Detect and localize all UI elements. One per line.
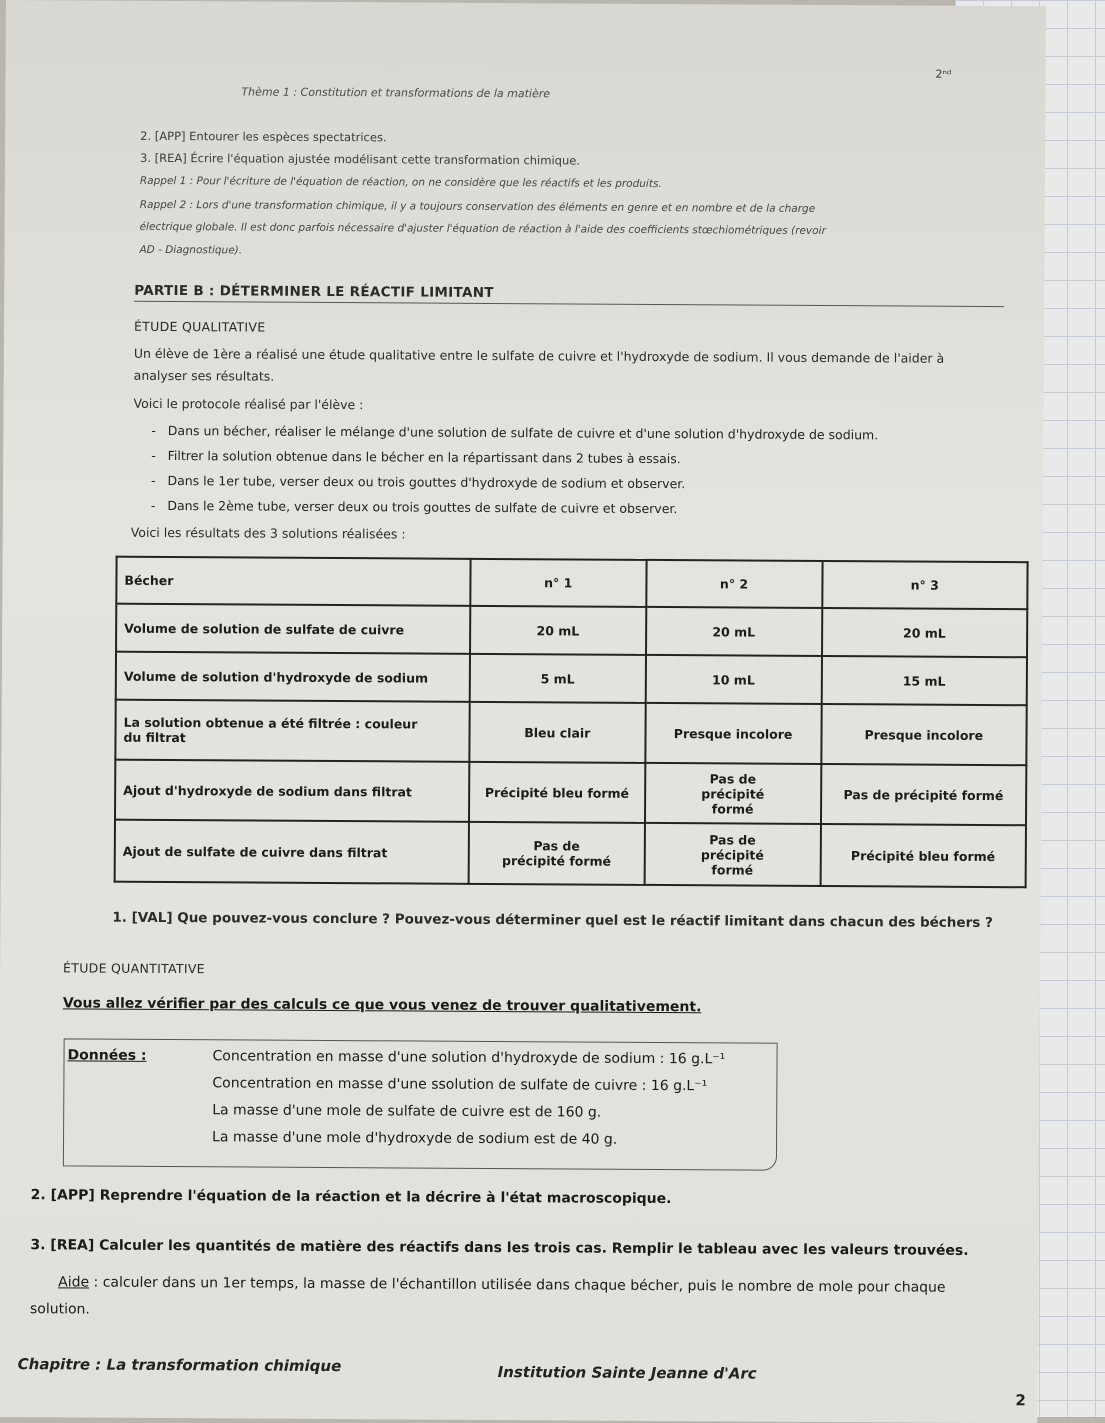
donnee-naoh-concentration: Concentration en masse d'une solution d'hydroxyde de sodium : 16 g.L⁻¹ bbox=[212, 1048, 726, 1068]
corner-mark: 2ⁿᵈ bbox=[935, 67, 952, 81]
table-cell: 5 mL bbox=[470, 654, 646, 703]
protocol-step-2: - Filtrer la solution obtenue dans le bécher en la répartissant dans 2 tubes à essais. bbox=[151, 447, 681, 467]
row-label: Ajout d'hydroxyde de sodium dans filtrat bbox=[115, 760, 469, 822]
table-row bbox=[115, 760, 1026, 826]
rappel-2-line-2: électrique globale. Il est donc parfois nécessaire d'ajuster l'équation de réaction à l'aide des coefficients stœchiométriques (revoir bbox=[139, 220, 826, 238]
rappel-2-line-3: AD - Diagnostique). bbox=[139, 243, 243, 257]
table-cell: Pas de précipité formé bbox=[821, 764, 1027, 825]
row-label: La solution obtenue a été filtrée : couleur du filtrat bbox=[115, 700, 469, 762]
question-1-val: 1. [VAL] Que pouvez-vous conclure ? Pouvez-vous déterminer quel est le réactif limitant dans chacun des béchers ? bbox=[112, 909, 993, 932]
table-row bbox=[115, 700, 1026, 766]
part-b-title: PARTIE B : DÉTERMINER LE RÉACTIF LIMITANT bbox=[134, 282, 494, 301]
row-label: Volume de solution de sulfate de cuivre bbox=[116, 604, 470, 654]
table-cell: Précipité bleu formé bbox=[469, 762, 645, 823]
intro-line-1: Un élève de 1ère a réalisé une étude qualitative entre le sulfate de cuivre et l'hydroxyde de sodium. Il vous demande de l'aider à bbox=[133, 345, 945, 366]
part-a-question-3: 3. [REA] Écrire l'équation ajustée modélisant cette transformation chimique. bbox=[139, 150, 581, 168]
table-cell: Pas de précipité formé bbox=[469, 822, 645, 885]
aide-line-1: Aide : calculer dans un 1er temps, la masse de l'échantillon utilisée dans chaque bécher, puis le nombre de mole pour chaque bbox=[58, 1274, 946, 1296]
aide-label: Aide bbox=[58, 1274, 90, 1291]
protocol-step-1: - Dans un bécher, réaliser le mélange d'une solution de sulfate de cuivre et d'une solution d'hydroxyde de sodium. bbox=[151, 422, 879, 443]
table-cell: Précipité bleu formé bbox=[820, 824, 1026, 887]
rappel-1: Rappel 1 : Pour l'écriture de l'équation de réaction, on ne considère que les réactifs et les produits. bbox=[139, 174, 662, 191]
table-cell: Presque incolore bbox=[645, 703, 821, 764]
table-cell: 20 mL bbox=[822, 608, 1028, 657]
table-cell: 10 mL bbox=[645, 655, 821, 704]
donnees-label: Données : bbox=[67, 1047, 147, 1064]
protocol-intro: Voici le protocole réalisé par l'élève : bbox=[133, 395, 364, 413]
footer-institution: Institution Sainte Jeanne d'Arc bbox=[497, 1363, 757, 1383]
table-cell: Pas de précipité formé bbox=[645, 763, 821, 824]
quantitative-title: ÉTUDE QUANTITATIVE bbox=[63, 960, 205, 977]
header-cell: n° 1 bbox=[470, 559, 646, 607]
question-3-rea: 3. [REA] Calculer les quantités de matière des réactifs dans les trois cas. Remplir le tableau avec les valeurs trouvées. bbox=[30, 1237, 969, 1259]
header-cell: Bécher bbox=[116, 557, 470, 606]
donnee-naoh-molar-mass: La masse d'une mole d'hydroxyde de sodium est de 40 g. bbox=[212, 1129, 618, 1148]
quantitative-intro: Vous allez vérifier par des calculs ce que vous venez de trouver qualitativement. bbox=[62, 995, 702, 1016]
footer-chapter: Chapitre : La transformation chimique bbox=[17, 1355, 342, 1376]
table-row bbox=[116, 652, 1027, 706]
table-row bbox=[116, 604, 1027, 658]
row-label: Ajout de sulfate de cuivre dans filtrat bbox=[115, 820, 469, 884]
qualitative-title: ÉTUDE QUALITATIVE bbox=[133, 318, 266, 335]
table-cell: Bleu clair bbox=[469, 702, 645, 763]
table-cell: 20 mL bbox=[646, 607, 822, 656]
results-table bbox=[114, 556, 1029, 889]
section-divider bbox=[134, 301, 1004, 307]
donnee-cuso4-molar-mass: La masse d'une mole de sulfate de cuivre est de 160 g. bbox=[212, 1102, 602, 1121]
part-a-question-2: 2. [APP] Entourer les espèces spectatrices. bbox=[140, 128, 387, 145]
results-intro: Voici les résultats des 3 solutions réalisées : bbox=[130, 524, 406, 542]
table-cell: 15 mL bbox=[821, 656, 1027, 705]
header-cell: n° 3 bbox=[822, 561, 1028, 609]
table-cell: 20 mL bbox=[470, 606, 646, 655]
table-cell: Pas de précipité formé bbox=[644, 823, 820, 886]
protocol-step-3: - Dans le 1er tube, verser deux ou trois gouttes d'hydroxyde de sodium et observer. bbox=[151, 472, 686, 492]
page-number: 2 bbox=[1015, 1391, 1026, 1410]
protocol-step-4: - Dans le 2ème tube, verser deux ou trois gouttes de sulfate de cuivre et observer. bbox=[150, 497, 678, 517]
donnee-cuso4-concentration: Concentration en masse d'une ssolution de sulfate de cuivre : 16 g.L⁻¹ bbox=[212, 1075, 708, 1095]
theme-header: Thème 1 : Constitution et transformations de la matière bbox=[241, 85, 551, 101]
aide-line-2: solution. bbox=[29, 1301, 90, 1318]
intro-line-2: analyser ses résultats. bbox=[133, 367, 275, 384]
row-label: Volume de solution d'hydroxyde de sodium bbox=[116, 652, 470, 702]
rappel-2-line-1: Rappel 2 : Lors d'une transformation chimique, il y a toujours conservation des éléments en genre et en nombre et de la charge bbox=[139, 198, 816, 215]
table-row bbox=[115, 820, 1026, 888]
header-cell: n° 2 bbox=[646, 560, 822, 608]
question-2-app: 2. [APP] Reprendre l'équation de la réaction et la décrire à l'état macroscopique. bbox=[30, 1187, 672, 1208]
table-header-row bbox=[116, 557, 1027, 610]
table-cell: Presque incolore bbox=[821, 704, 1027, 765]
